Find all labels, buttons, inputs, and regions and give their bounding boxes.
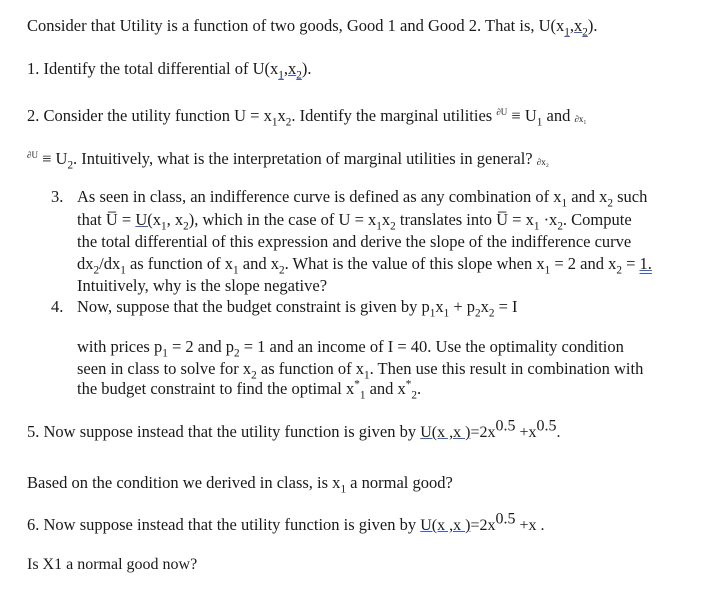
- question-6: 6. Now suppose instead that the utility function is given by U(x ,x )$=2x^{0.5} +x$ .: [27, 510, 545, 534]
- question-3-line-3: the total differential of this expression and derive the slope of the indifference curve: [77, 232, 632, 251]
- question-3-line-1: 3. As seen in class, an indifference curve is defined as any combination of $x_1$ and $x_2$ such: [51, 187, 648, 210]
- question-2-line-2: $^{\partial U} \equiv U_2$. Intuitively, what is the interpretation of marginal utilities in general? ∂x₂: [27, 149, 549, 172]
- question-4-line-1: 4. Now, suppose that the budget constraint is given by $p_1x_1 + p_2x_2 = I$: [51, 297, 518, 320]
- question-3-line-2: that U̅ = $U(x_1$, $x_2$), which in the case of $U = x_1x_2$ translates into U̅ = $x_1 \cdot x_2$. Compute: [77, 210, 632, 233]
- question-3-line-4: $dx_2/dx_1$ as function of $x_1$ and $x_2$. What is the value of this slope when $x_1 = 2$ and $x_2 = 1$.: [77, 254, 652, 277]
- question-5: 5. Now suppose instead that the utility function is given by U(x ,x )$=2x^{0.5} +x^{0.5}$.: [27, 417, 561, 441]
- intro-line: Consider that Utility is a function of two goods, Good 1 and Good 2. That is, $U(x_1,x_2)$.: [27, 16, 598, 39]
- question-4-line-3: seen in class to solve for $x_2$ as function of $x_1$. Then use this result in combination with: [77, 359, 644, 382]
- question-4-line-2: with prices $p_1 = 2$ and $p_2 = 1$ and an income of I = 40. Use the optimality condition: [77, 337, 624, 360]
- question-1: 1. Identify the total differential of $U(x_1,x_2)$.: [27, 59, 312, 82]
- question-6-followup: Is X1 a normal good now?: [27, 556, 198, 573]
- question-5-followup: Based on the condition we derived in class, is $x_1$ a normal good?: [27, 473, 453, 496]
- question-3-line-5: Intuitively, why is the slope negative?: [77, 276, 328, 295]
- question-4-line-4: the budget constraint to find the optimal $x^*_1$ and $x^*_2$.: [77, 378, 422, 402]
- question-2-line-1: 2. Consider the utility function $U = x_1x_2$. Identify the marginal utilities $^{\partial U} \equiv U_1$ and ∂x₁: [27, 106, 587, 129]
